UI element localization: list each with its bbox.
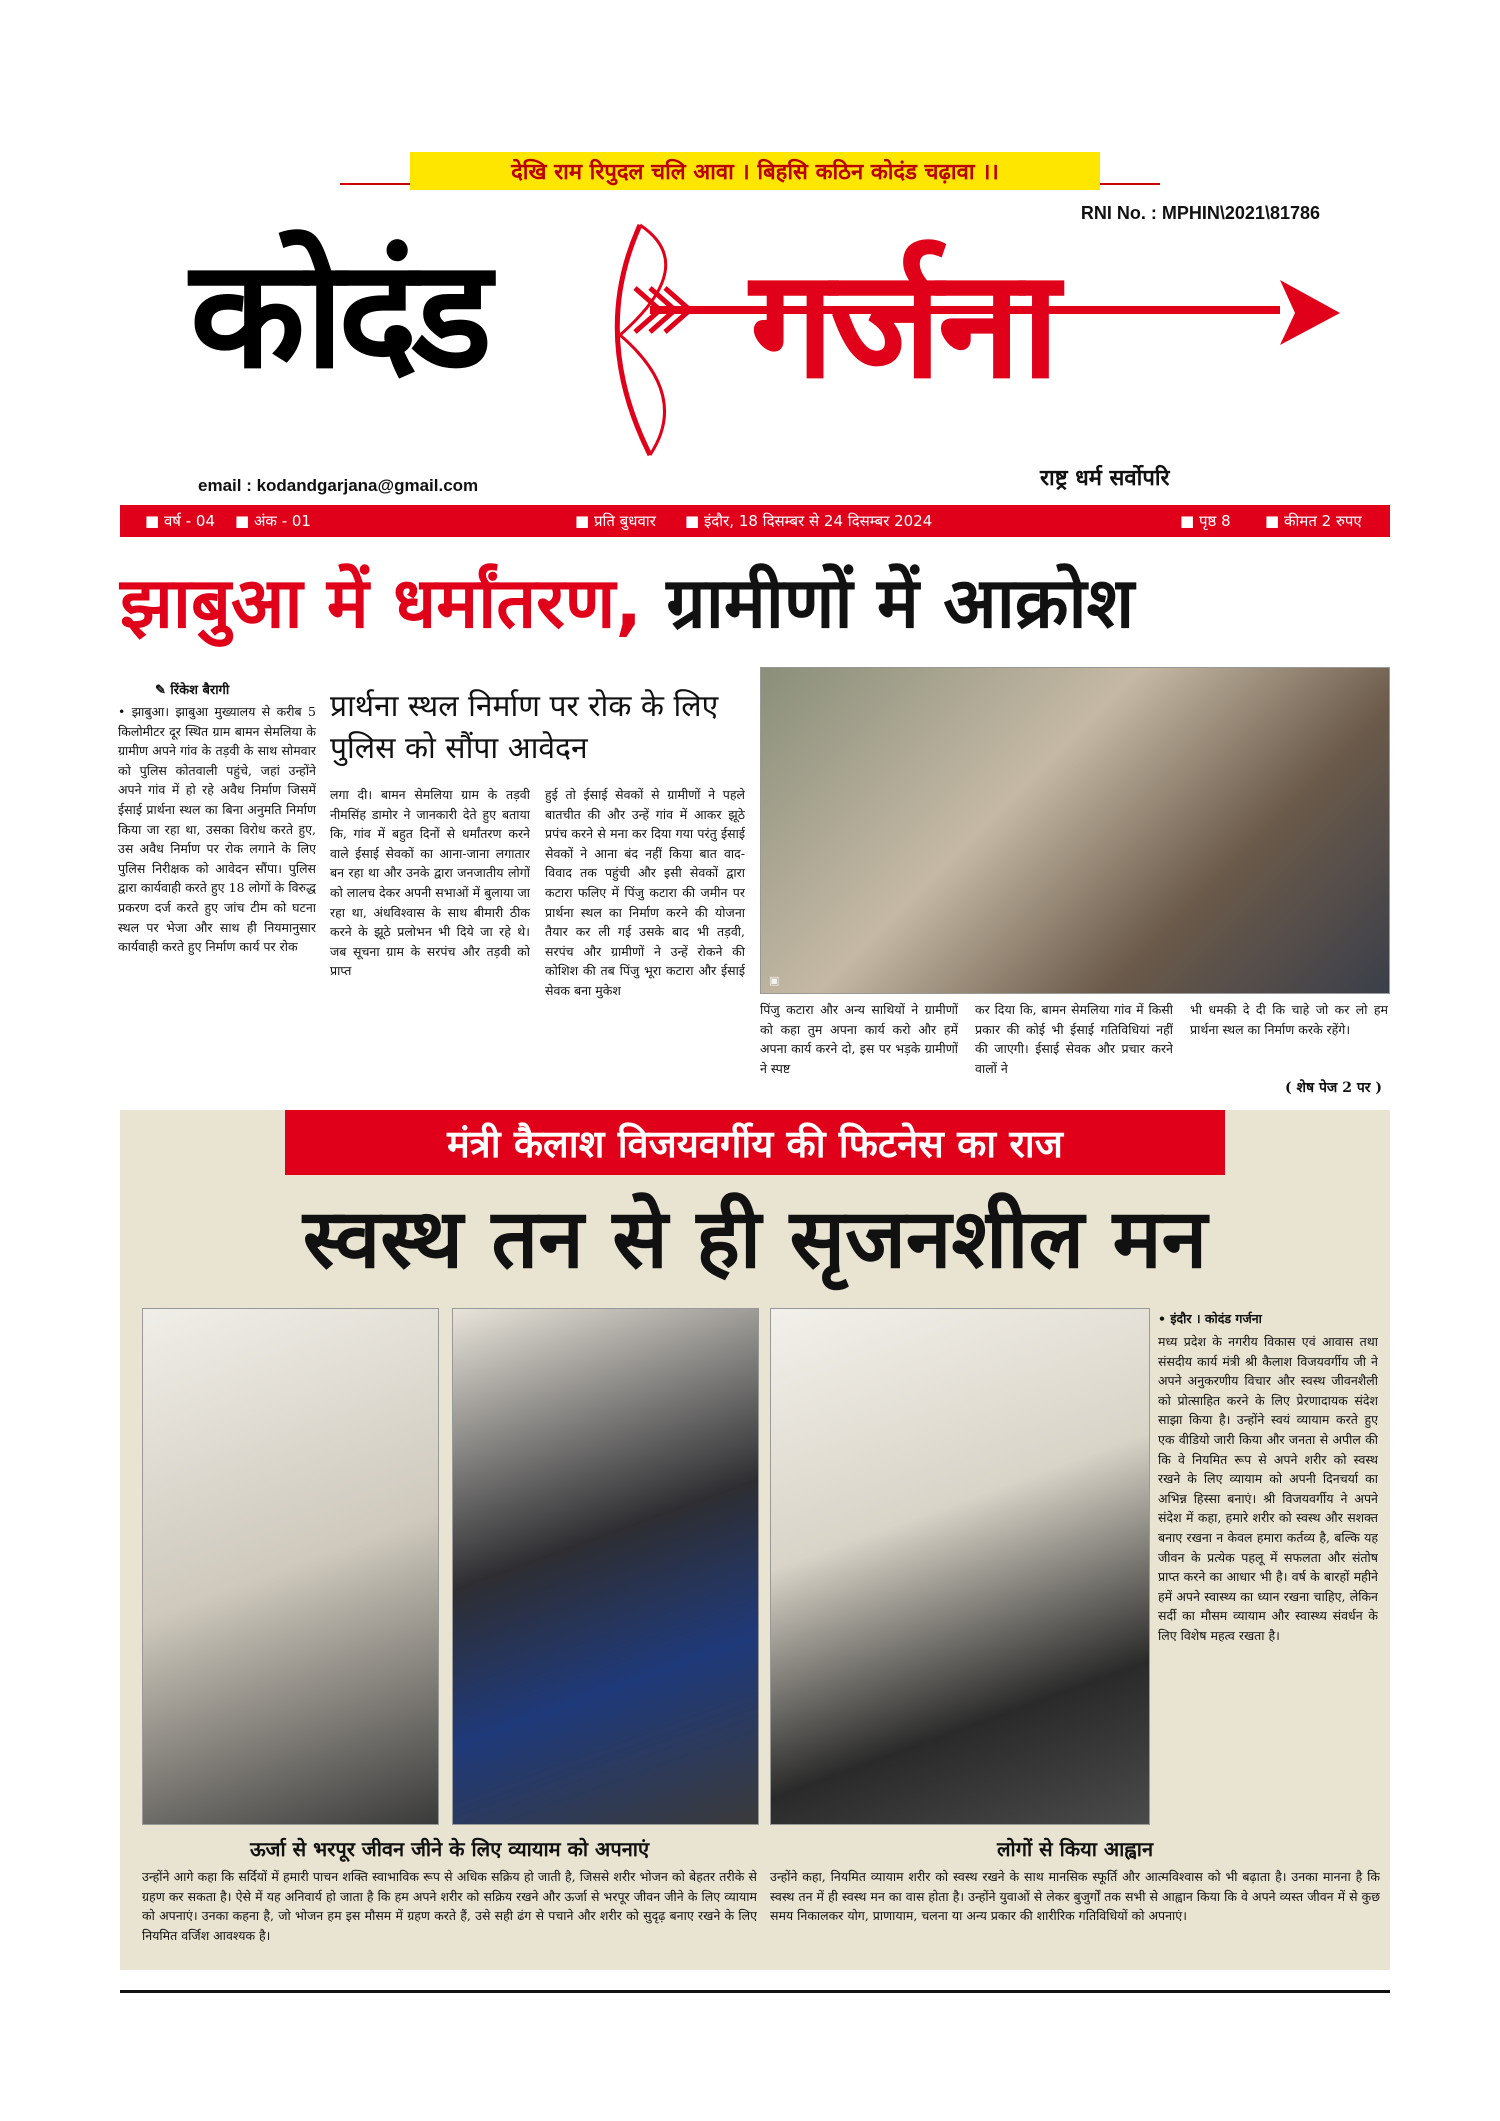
- caption-energy: ऊर्जा से भरपूर जीवन जीने के लिए व्यायाम को अपनाएं: [249, 1837, 650, 1861]
- continued-note: ( शेष पेज 2 पर ): [1285, 1080, 1382, 1096]
- energy-text: उन्होंने आगे कहा कि सर्दियों में हमारी पाचन शक्ति स्वाभाविक रूप से अधिक सक्रिय हो जाती है, जिससे शरीर भोजन को बेहतर तरीके से ग्रहण कर सकता है। ऐसे में यह अनिवार्य हो जाता है कि हम अपने शरीर को सक्रिय रखने और ऊर्जा से भरपूर जीवन जीने के लिए व्यायाम को अपनाएं। उनका कहना है, जो भोजन हम इस मौसम में ग्रहण करते हैं, उसे सही ढंग से पचाने और शरीर को सुदृढ़ बनाए रखने के लिए नियमित वर्जिश आवश्यक है।: [142, 1869, 757, 1943]
- story1-column-2: लगा दी। बामन सेमलिया ग्राम के तड़वी नीमसिंह डामोर ने जानकारी देते हुए बताया कि, गांव में बहुत दिनों से धर्मांतरण करने वाले ईसाई सेवकों का आना-जाना लगातार बन रहा था और उनके द्वारा जनजातीय लोगों को लालच देकर अपनी सभाओं में बुलाया जा रहा था, अंधविश्वास के साथ बीमारी ठीक करने के झूठे प्रलोभन भी दिये जा रहे थे। जब सूचना ग्राम के सरपंच और तड़वी को प्राप्त: [330, 787, 530, 979]
- story1-column-6: भी धमकी दे दी कि चाहे जो कर लो हम प्रार्थना स्थल का निर्माण करके रहेंगे।: [1190, 1002, 1388, 1037]
- fitness-body: मध्य प्रदेश के नगरीय विकास एवं आवास तथा संसदीय कार्य मंत्री श्री कैलाश विजयवर्गीय जी ने अपने अनुकरणीय विचार और स्वस्थ जीवनशैली को प्रोत्साहित करने के लिए प्रेरणादायक संदेश साझा किया है। उन्होंने स्वयं व्यायाम करते हुए एक वीडियो जारी किया और जनता से अपील की कि वे नियमित रूप से अपने शरीर को स्वस्थ रखने के लिए व्यायाम को अपनी दिनचर्या का अभिन्न हिस्सा बनाएं। श्री विजयवर्गीय ने अपने संदेश में कहा, हमारे शरीर को स्वस्थ और सशक्त बनाए रखना न केवल हमारा कर्तव्य है, बल्कि यह जीवन के प्रत्येक पहलू में सफलता और संतोष प्राप्त करने का आधार भी है। वर्ष के बारहों महीने हमें अपने स्वास्थ्य का ध्यान रखना चाहिए, लेकिन सर्दी का मौसम व्यायाम और स्वास्थ्य संवर्धन के लिए विशेष महत्व रखता है।: [1158, 1334, 1378, 1643]
- headline-red-part: झाबुआ में धर्मांतरण,: [120, 562, 642, 644]
- masthead-title-part2: गर्जना: [750, 238, 1056, 412]
- headline-black-part: ग्रामीणों में आक्रोश: [641, 562, 1135, 644]
- fitness-dateline: • इंदौर । कोदंड गर्जना: [1158, 1311, 1262, 1326]
- story1-column-1: • झाबुआ। झाबुआ मुख्यालय से करीब 5 किलोमीटर दूर स्थित ग्राम बामन सेमलिया के ग्रामीण अपने गांव के तड़वी के साथ सोमवार को पुलिस कोतवाली पहुंचे, जहां उन्होंने अपने गांव में हो रहे अवैध निर्माण जिसमें ईसाई प्रार्थना स्थल का बिना अनुमति निर्माण किया जा रहा था, उसका विरोध करते हुए, उस अवैध निर्माण पर रोक लगाने के लिए पुलिस निरीक्षक को आवेदन सौंपा। पुलिस द्वारा कार्यवाही करते हुए 18 लोगों के विरुद्ध प्रकरण दर्ज करते हुए जांच टीम को घटना स्थल पर भेजा और साथ ही नियमानुसार कार्यवाही करते हुए निर्माण कार्य पर रोक: [118, 704, 316, 955]
- volume-year: ■ वर्ष - 04: [145, 512, 215, 530]
- page-count: ■ पृष्ठ 8: [1180, 512, 1231, 530]
- fitness-kicker: मंत्री कैलाश विजयवर्गीय की फिटनेस का राज: [285, 1110, 1225, 1175]
- protest-photo: ▣: [760, 667, 1390, 994]
- masthead-title-part1: कोदंड: [190, 228, 486, 402]
- rni-number: RNI No. : MPHIN\2021\81786: [1080, 203, 1320, 223]
- appeal-text: उन्होंने कहा, नियमित व्यायाम शरीर को स्वस्थ रखने के साथ मानसिक स्फूर्ति और आत्मविश्वास को भी बढ़ाता है। उनका मानना है कि स्वस्थ तन में ही स्वस्थ मन का वास होता है। उन्होंने युवाओं से लेकर बुजुर्गों तक सभी से आह्वान किया कि वे अपने व्यस्त जीवन में से कुछ समय निकालकर योग, प्राणायाम, चलना या अन्य प्रकार की शारीरिक गतिविधियों को अपनाएं।: [770, 1869, 1380, 1924]
- pulldown-machine-photo: [452, 1308, 759, 1825]
- place-date: ■ इंदौर, 18 दिसम्बर से 24 दिसम्बर 2024: [685, 512, 933, 530]
- byline: ✎ रिंकेश बैरागी: [155, 683, 230, 698]
- footer-rule: [120, 1990, 1390, 1993]
- main-headline: [120, 562, 1390, 644]
- tagline-banner: देखि राम रिपुदल चलि आवा । बिहसि कठिन कोदंड चढ़ावा ।।: [410, 152, 1100, 190]
- frequency: ■ प्रति बुधवार: [575, 512, 656, 530]
- price: ■ कीमत 2 रुपए: [1265, 512, 1362, 530]
- caption-appeal: लोगों से किया आह्वान: [996, 1837, 1154, 1861]
- treadmill-photo: [142, 1308, 439, 1825]
- story1-subhead: प्रार्थना स्थल निर्माण पर रोक के लिए पुलिस को सौंपा आवेदन: [330, 689, 719, 766]
- issue-number: ■ अंक - 01: [235, 512, 311, 530]
- story1-column-5: कर दिया कि, बामन सेमलिया गांव में किसी प्रकार की कोई भी ईसाई गतिविधियां नहीं की जाएगी। ईसाई सेवक और प्रचार करने वालों ने: [975, 1002, 1173, 1076]
- motto: राष्ट्र धर्म सर्वोपरि: [1040, 466, 1170, 491]
- story1-column-3: हुई तो ईसाई सेवकों से ग्रामीणों ने पहले बातचीत की और उन्हें गांव में आकर झूठे प्रपंच करने से मना कर दिया गया परंतु ईसाई सेवकों ने आना बंद नहीं किया बात वाद-विवाद तक पहुंची और इसी सेवकों द्वारा कटारा फलिए में पिंजु कटारा की जमीन पर प्रार्थना स्थल का निर्माण करने की योजना तैयार कर ली गई उसके बाद भी तड़वी, सरपंच और ग्रामीणों ने उन्हें रोकने की कोशिश की तब पिंजु भूरा कटारा और ईसाई सेवक बना मुकेश: [545, 787, 745, 998]
- email-address: email : kodandgarjana@gmail.com: [198, 476, 479, 495]
- fitness-headline: स्वस्थ तन से ही सृजनशील मन: [302, 1192, 1208, 1287]
- story1-column-4: पिंजु कटारा और अन्य साथियों ने ग्रामीणों को कहा तुम अपना कार्य करो और हमें अपना कार्य करने दो, इस पर भड़के ग्रामीणों ने स्पष्ट: [760, 1002, 958, 1076]
- home-gym-photo: [770, 1308, 1150, 1825]
- issue-info-bar: [120, 505, 1390, 537]
